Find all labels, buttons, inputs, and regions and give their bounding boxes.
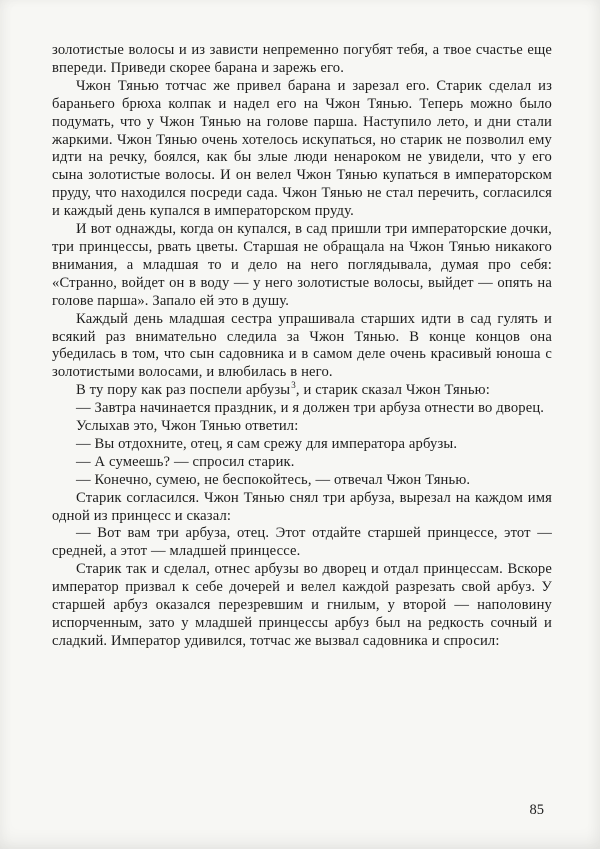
paragraph: — А сумеешь? — спросил старик. bbox=[76, 453, 295, 470]
paragraph: — Вы отдохните, отец, я сам срежу для императора арбузы. bbox=[76, 435, 458, 452]
page-text bbox=[52, 42, 552, 651]
paragraph: — Вот вам три арбуза, отец. Этот отдайте старшей принцессе, этот — средней, а этот — младшей принцессе. bbox=[52, 525, 552, 560]
paragraph: Чжон Тянью тотчас же привел барана и зарезал его. Старик сделал из бараньего брюха колпак и надел его на Чжон Тянью. Теперь можно было подумать, что у Чжон Тянью на голове парша. Наступило лето, и дни стали жаркими. Чжон Тянью очень хотелось искупаться, но старик не позволил ему идти на речку, боялся, как бы злые люди ненароком не увидели, что у его сына золотистые волосы. И он велел Чжон Тянью купаться в императорском пруду, что находился посреди сада. Чжон Тянью не стал перечить, согласился и каждый день купался в императорском пруду. bbox=[52, 77, 552, 220]
paragraph: Каждый день младшая сестра упрашивала старших идти в сад гулять и всякий раз внимательно следила за Чжон Тянью. В конце концов она убедилась в том, что сын садовника и в самом деле очень красивый юноша с золотистыми волосами, и влюбилась в него. bbox=[52, 310, 552, 381]
paragraph: Старик так и сделал, отнес арбузы во дворец и отдал принцессам. Вскоре император призвал к себе дочерей и велел каждой разрезать свой арбуз. У старшей арбуз оказался перезревшим и гнилым, у второй — наполовину испорченным, зато у младшей принцессы арбуз был на редкость сочный и сладкий. Император удивился, тотчас же вызвал садовника и спросил: bbox=[52, 561, 552, 649]
paragraph: В ту пору как раз поспели арбузы$^3$, и старик сказал Чжон Тянью: bbox=[76, 380, 490, 399]
paragraph: — Завтра начинается праздник, и я должен три арбуза отнести во дворец. bbox=[76, 400, 545, 417]
page-number: 85 bbox=[529, 802, 544, 818]
paragraph: — Конечно, сумею, не беспокойтесь, — отвечал Чжон Тянью. bbox=[76, 471, 471, 488]
paragraph: Старик согласился. Чжон Тянью снял три арбуза, вырезал на каждом имя одной из принцесс и сказал: bbox=[52, 489, 552, 524]
paragraph: золотистые волосы и из зависти непременно погубят тебя, а твое счастье еще впереди. Приведи скорее барана и зарежь его. bbox=[52, 42, 552, 76]
paragraph: И вот однажды, когда он купался, в сад пришли три императорские дочки, три принцессы, рвать цветы. Старшая не обращала на Чжон Тянью никакого внимания, а младшая то и дело на него поглядывала, думая про себя: «Странно, войдет он в воду — у него золотистые волосы, выйдет — опять на голове парша». Запало ей это в душу. bbox=[52, 221, 552, 309]
footnote-ref: 3 bbox=[291, 380, 296, 391]
paragraph: Услыхав это, Чжон Тянью ответил: bbox=[76, 418, 299, 435]
